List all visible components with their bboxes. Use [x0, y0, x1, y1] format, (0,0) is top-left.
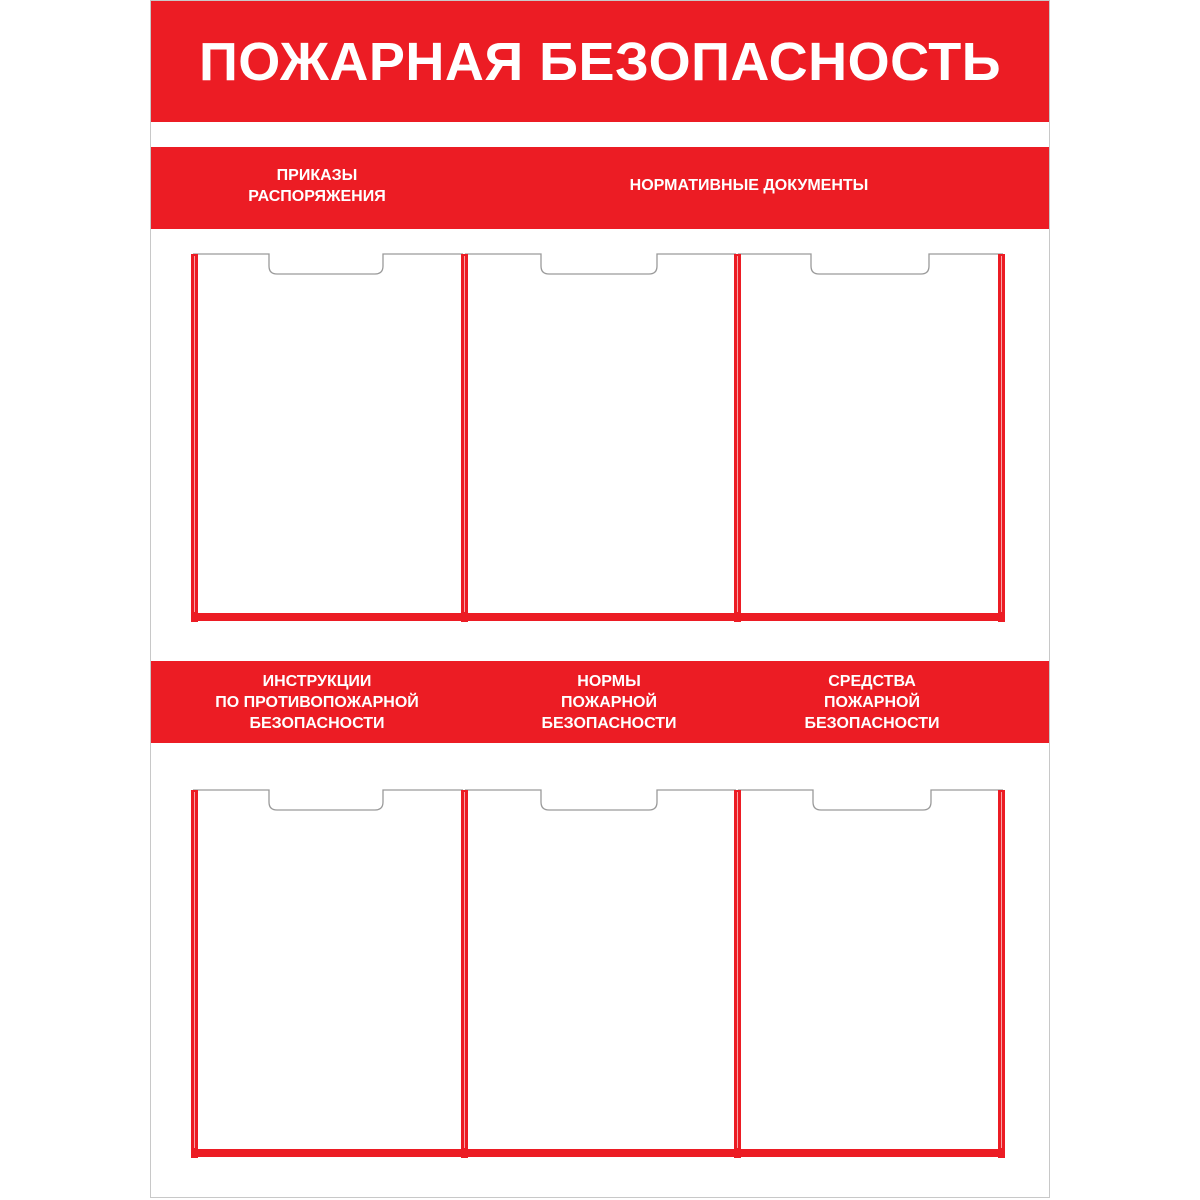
board-title: ПОЖАРНАЯ БЕЗОПАСНОСТЬ: [198, 31, 1002, 92]
pocket-6-outline: [738, 790, 1003, 810]
title-banner: [151, 1, 1049, 122]
label-regulatory-documents: НОРМАТИВНЫЕ ДОКУМЕНТЫ: [629, 177, 869, 194]
pocket-2-outline: [465, 254, 736, 274]
bottom-pocket-row: [191, 788, 1005, 1158]
pocket-1-outline: [193, 254, 463, 274]
pocket-5-outline: [465, 790, 736, 810]
label-fire-instructions: ИНСТРУКЦИИ ПО ПРОТИВОПОЖАРНОЙ БЕЗОПАСНОСТИ: [215, 673, 419, 732]
stand-board: [150, 0, 1050, 1198]
top-section-header: [151, 147, 1049, 229]
label-orders: ПРИКАЗЫ РАСПОРЯЖЕНИЯ: [248, 167, 386, 205]
pocket-3-outline: [738, 254, 1003, 274]
top-pocket-row: [191, 252, 1005, 622]
pocket-bottom-rail: [191, 1149, 1005, 1157]
bottom-section-header: [151, 661, 1049, 743]
label-fire-norms: НОРМЫ ПОЖАРНОЙ БЕЗОПАСНОСТИ: [541, 673, 677, 732]
label-fire-equipment: СРЕДСТВА ПОЖАРНОЙ БЕЗОПАСНОСТИ: [804, 673, 940, 732]
pocket-bottom-rail: [191, 613, 1005, 621]
pocket-4-outline: [193, 790, 463, 810]
